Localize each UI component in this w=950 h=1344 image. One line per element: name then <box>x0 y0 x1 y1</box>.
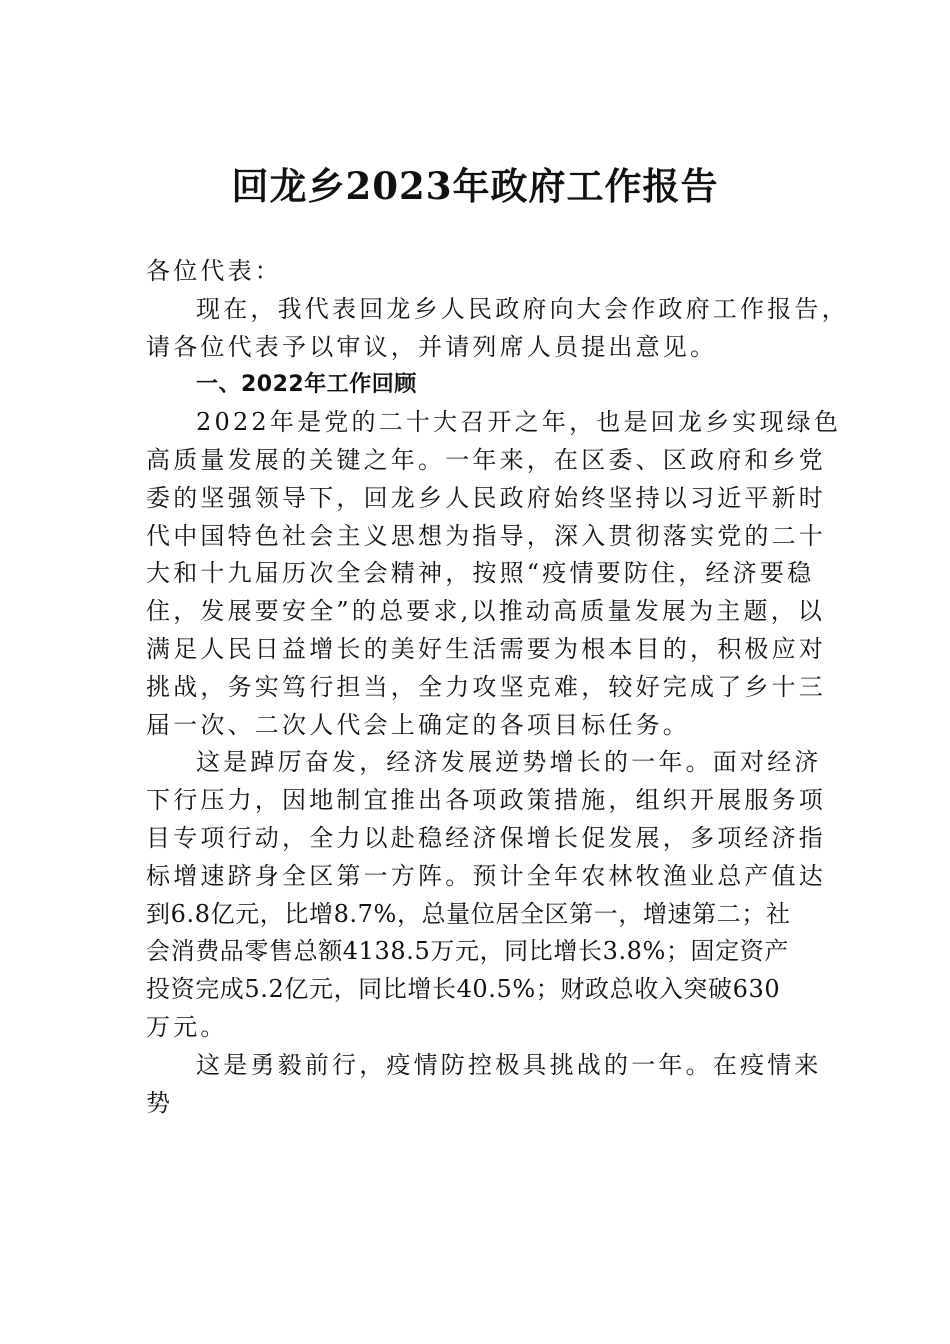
paragraph-line: 投资完成5.2亿元，同比增长40.5%；财政总收入突破630 <box>146 975 781 1004</box>
paragraph-line: 这是勇毅前行，疫情防控极具挑战的一年。在疫情来 <box>196 1050 822 1079</box>
paragraph-line: 万元。 <box>146 1012 228 1041</box>
paragraph-line: 势 <box>146 1088 174 1117</box>
paragraph-line: 满足人民日益增长的美好生活需要为根本目的，积极应对 <box>146 634 826 663</box>
paragraph-line: 挑战，务实笃行担当，全力攻坚克难，较好完成了乡十三 <box>146 672 826 701</box>
paragraph-line: 大和十九届历次全会精神，按照“疫情要防住，经济要稳 <box>146 559 815 588</box>
salutation-line: 各位代表： <box>146 257 282 285</box>
paragraph-line: 会消费品零售总额4138.5万元，同比增长3.8%；固定资产 <box>146 937 789 966</box>
paragraph-line: 2022年是党的二十大召开之年，也是回龙乡实现绿色 <box>196 408 842 437</box>
section-heading: 一、2022年工作回顾 <box>196 372 417 398</box>
paragraph-line: 到6.8亿元，比增8.7%，总量位居全区第一，增速第二；社 <box>146 899 791 928</box>
paragraph-line: 目专项行动，全力以赴稳经济保增长促发展，多项经济指 <box>146 823 826 852</box>
paragraph-line: 住，发展要安全”的总要求,以推动高质量发展为主题，以 <box>146 597 826 626</box>
paragraph-line: 请各位代表予以审议，并请列席人员提出意见。 <box>146 332 718 361</box>
document-title: 回龙乡2023年政府工作报告 <box>231 164 719 208</box>
paragraph-line: 下行压力，因地制宜推出各项政策措施，组织开展服务项 <box>146 786 826 815</box>
paragraph-line: 这是踔厉奋发，经济发展逆势增长的一年。面对经济 <box>196 748 822 777</box>
document-body <box>146 253 849 1122</box>
paragraph-line: 委的坚强领导下，回龙乡人民政府始终坚持以习近平新时 <box>146 483 826 512</box>
paragraph-line: 届一次、二次人代会上确定的各项目标任务。 <box>146 710 690 739</box>
paragraph-line: 高质量发展的关键之年。一年来，在区委、区政府和乡党 <box>146 445 826 474</box>
paragraph-line: 代中国特色社会主义思想为指导，深入贯彻落实党的二十 <box>146 521 826 550</box>
paragraph-line: 标增速跻身全区第一方阵。预计全年农林牧渔业总产值达 <box>146 861 826 890</box>
paragraph-line: 现在，我代表回龙乡人民政府向大会作政府工作报告， <box>196 294 849 323</box>
